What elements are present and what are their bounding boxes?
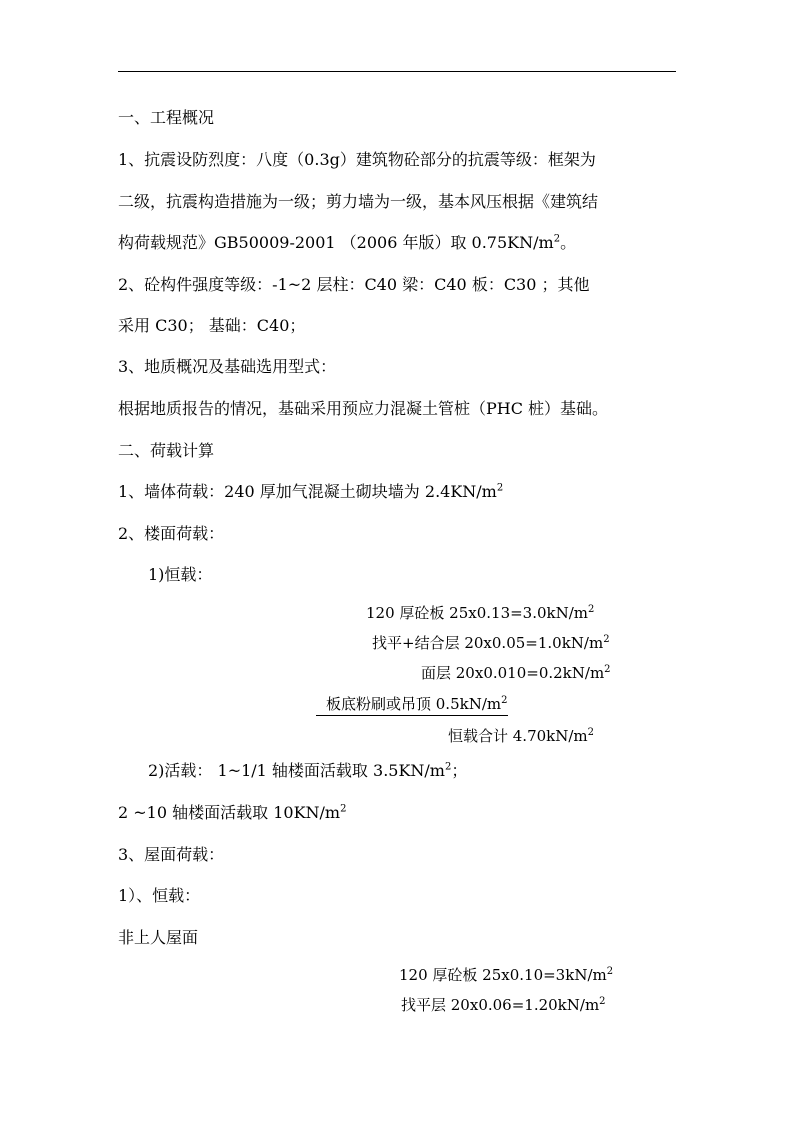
live-load-line-2 — [118, 803, 346, 823]
roof-dead-load-label: 1）、恒载： — [118, 886, 201, 905]
section-heading-loads: 二、荷载计算 — [118, 441, 215, 460]
live-load-end: ； — [451, 761, 468, 780]
geology-heading: 3、地质概况及基础选用型式： — [118, 357, 337, 376]
dead-load-total-text: 恒载合计 4.70kN/m — [448, 727, 588, 745]
superscript: 2 — [444, 761, 452, 773]
superscript: 2 — [501, 695, 508, 706]
superscript: 2 — [588, 604, 595, 615]
wall-load-line — [118, 482, 503, 502]
geology-text: 根据地质报告的情况，基础采用预应力混凝土管桩（PHC 桩）基础。 — [118, 399, 609, 418]
superscript: 2 — [599, 996, 606, 1007]
roof-dead-load-row-text: 找平层 20x0.06=1.20kN/m — [401, 996, 600, 1014]
seismic-line-2: 二级，抗震构造措施为一级；剪力墙为一级，基本风压根据《建筑结 — [118, 192, 599, 211]
seismic-line-1: 1、抗震设防烈度：八度（0.3g）建筑物砼部分的抗震等级：框架为 — [118, 150, 596, 169]
live-load-text: 2 ~10 轴楼面活载取 10KN/m — [118, 803, 341, 822]
dead-load-row-text: 找平+结合层 20x0.05=1.0kN/m — [372, 634, 604, 652]
live-load-line-1 — [148, 761, 467, 781]
superscript: 2 — [340, 803, 347, 815]
section-heading-overview: 一、工程概况 — [118, 108, 215, 127]
header-rule — [118, 71, 676, 72]
superscript: 2 — [553, 233, 561, 245]
superscript: 2 — [603, 634, 610, 645]
dead-load-row-text: 面层 20x0.010=0.2kN/m — [421, 664, 605, 682]
wall-load-text: 1、墙体荷载：240 厚加气混凝土砌块墙为 2.4KN/m — [118, 482, 497, 501]
dead-load-row-underlined — [316, 694, 508, 716]
roof-dead-load-row-text: 120 厚砼板 25x0.10=3kN/m — [399, 966, 607, 984]
dead-load-row — [372, 633, 610, 653]
dead-load-row-text: 120 厚砼板 25x0.13=3.0kN/m — [366, 604, 589, 622]
live-load-text: 2)活载： 1~1/1 轴楼面活载取 3.5KN/m — [148, 761, 445, 780]
seismic-line-3-text: 构荷载规范》GB50009-2001 （2006 年版）取 0.75KN/m — [118, 233, 554, 252]
roof-dead-load-row — [401, 995, 606, 1015]
concrete-grade-line-2: 采用 C30； 基础：C40； — [118, 316, 306, 335]
roof-type: 非上人屋面 — [118, 928, 199, 947]
superscript: 2 — [587, 727, 595, 738]
superscript: 2 — [604, 664, 611, 675]
seismic-line-3 — [118, 233, 576, 253]
roof-dead-load-row — [399, 965, 613, 985]
dead-load-row — [366, 603, 594, 623]
dead-load-row-text: 板底粉刷或吊顶 0.5kN/m — [326, 695, 502, 713]
concrete-grade-line-1: 2、砼构件强度等级：-1~2 层柱：C40 梁：C40 板：C30 ；其他 — [118, 275, 590, 294]
dead-load-label: 1)恒载： — [148, 565, 213, 584]
dead-load-row — [421, 663, 611, 683]
superscript: 2 — [606, 966, 614, 977]
roof-load-heading: 3、屋面荷载： — [118, 845, 225, 864]
seismic-line-3-end: 。 — [560, 233, 577, 252]
floor-load-heading: 2、楼面荷载： — [118, 524, 225, 543]
dead-load-total — [448, 726, 594, 746]
superscript: 2 — [496, 482, 504, 494]
